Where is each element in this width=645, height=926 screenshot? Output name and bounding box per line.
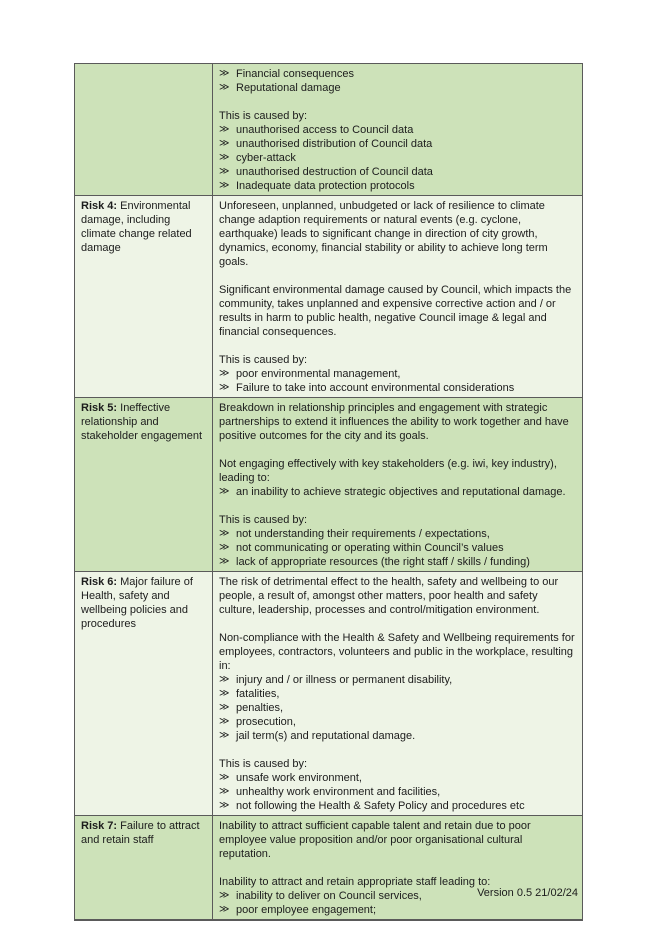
bullet-item: [219, 729, 576, 743]
double-arrow-bullet-icon: ≫: [219, 890, 230, 901]
bullet-item: [219, 687, 576, 701]
risk-name-cell: Risk 4: Environmental damage, including climate change related damage: [75, 196, 213, 397]
double-arrow-bullet-icon: ≫: [219, 542, 230, 553]
description-paragraph: The risk of detrimental effect to the health, safety and wellbeing to our people, a result of, amongst other matters, poor health and safety culture, leadership, processes and control/mitigation environment.: [219, 576, 559, 616]
double-arrow-bullet-icon: ≫: [219, 786, 230, 797]
risk-number-label: Risk 7:: [81, 820, 118, 832]
description-paragraph: This is caused by:: [219, 354, 308, 366]
paragraph-spacer: [219, 443, 576, 457]
risk-name-cell: Risk 5: Ineffective relationship and stakeholder engagement: [75, 398, 213, 571]
risk-name-cell: Risk 6: Major failure of Health, safety and wellbeing policies and procedures: [75, 572, 213, 815]
bullet-text: unhealthy work environment and facilities,: [236, 786, 441, 798]
double-arrow-bullet-icon: ≫: [219, 486, 230, 497]
bullet-item: [219, 67, 576, 81]
paragraph-spacer: [219, 861, 576, 875]
bullet-text: not communicating or operating within Council’s values: [236, 542, 504, 554]
description-paragraph: This is caused by:: [219, 110, 308, 122]
description-paragraph: Breakdown in relationship principles and engagement with strategic partnerships to extend it influences the ability to work together and have positive outcomes for the city and its goals.: [219, 402, 569, 442]
risk-description-cell: [213, 64, 582, 195]
description-paragraph: Inability to attract and retain appropriate staff leading to:: [219, 876, 491, 888]
description-paragraph: Significant environmental damage caused by Council, which impacts the community, takes unplanned and expensive corrective action and / or results in harm to public health, negative Council image & legal and financial consequences.: [219, 284, 572, 338]
risk-name-cell: Risk 7: Failure to attract and retain staff: [75, 816, 213, 919]
double-arrow-bullet-icon: ≫: [219, 904, 230, 915]
description-paragraph: Inability to attract sufficient capable talent and retain due to poor employee value proposition and/or poor organisational cultural reputation.: [219, 820, 531, 860]
bullet-item: [219, 541, 576, 555]
bullet-item: [219, 673, 576, 687]
bullet-item: [219, 179, 576, 193]
bullet-text: an inability to achieve strategic objectives and reputational damage.: [236, 486, 566, 498]
paragraph-spacer: [219, 339, 576, 353]
double-arrow-bullet-icon: ≫: [219, 124, 230, 135]
risk-number-label: Risk 4:: [81, 200, 118, 212]
bullet-text: fatalities,: [236, 688, 280, 700]
double-arrow-bullet-icon: ≫: [219, 152, 230, 163]
double-arrow-bullet-icon: ≫: [219, 772, 230, 783]
bullet-text: unauthorised access to Council data: [236, 124, 414, 136]
bullet-item: [219, 785, 576, 799]
bullet-item: [219, 715, 576, 729]
table-row: [75, 397, 582, 571]
bullet-item: [219, 123, 576, 137]
bullet-text: cyber-attack: [236, 152, 296, 164]
description-paragraph: Non-compliance with the Health & Safety and Wellbeing requirements for employees, contractors, volunteers and public in the workplace, resulting in:: [219, 632, 575, 672]
bullet-item: [219, 485, 576, 499]
risk-description-cell: [213, 398, 582, 571]
double-arrow-bullet-icon: ≫: [219, 368, 230, 379]
table-row: [75, 195, 582, 397]
paragraph-spacer: [219, 95, 576, 109]
bullet-text: Reputational damage: [236, 82, 341, 94]
description-paragraph: Unforeseen, unplanned, unbudgeted or lack of resilience to climate change adaption requirements or natural events (e.g. cyclone, earthquake) leads to significant change in direction of city growth, dynamics, economy, financial stability or ability to achieve long term goals.: [219, 200, 548, 268]
double-arrow-bullet-icon: ≫: [219, 556, 230, 567]
paragraph-spacer: [219, 499, 576, 513]
bullet-text: jail term(s) and reputational damage.: [236, 730, 416, 742]
bullet-item: [219, 367, 576, 381]
bullet-item: [219, 701, 576, 715]
bullet-text: Failure to take into account environmental considerations: [236, 382, 515, 394]
double-arrow-bullet-icon: ≫: [219, 166, 230, 177]
bullet-text: poor employee engagement;: [236, 904, 377, 916]
description-paragraph: Not engaging effectively with key stakeholders (e.g. iwi, key industry), leading to:: [219, 458, 557, 484]
bullet-text: injury and / or illness or permanent disability,: [236, 674, 453, 686]
bullet-text: inability to deliver on Council services,: [236, 890, 422, 902]
bullet-item: [219, 381, 576, 395]
bullet-text: prosecution,: [236, 716, 296, 728]
bullet-text: not following the Health & Safety Policy and procedures etc: [236, 800, 525, 812]
bullet-item: [219, 527, 576, 541]
paragraph-spacer: [219, 743, 576, 757]
bullet-text: Financial consequences: [236, 68, 355, 80]
bullet-item: [219, 81, 576, 95]
risk-number-label: Risk 6:: [81, 576, 118, 588]
table-row: [75, 571, 582, 815]
double-arrow-bullet-icon: ≫: [219, 382, 230, 393]
bullet-text: not understanding their requirements / expectations,: [236, 528, 490, 540]
description-paragraph: This is caused by:: [219, 514, 308, 526]
description-paragraph: This is caused by:: [219, 758, 308, 770]
bullet-text: poor environmental management,: [236, 368, 401, 380]
paragraph-spacer: [219, 617, 576, 631]
double-arrow-bullet-icon: ≫: [219, 674, 230, 685]
bullet-item: [219, 137, 576, 151]
paragraph-spacer: [219, 269, 576, 283]
bullet-text: unsafe work environment,: [236, 772, 362, 784]
bullet-text: penalties,: [236, 702, 284, 714]
risk-name-cell: [75, 64, 213, 195]
double-arrow-bullet-icon: ≫: [219, 180, 230, 191]
double-arrow-bullet-icon: ≫: [219, 800, 230, 811]
table-row: [75, 815, 582, 919]
bullet-text: Inadequate data protection protocols: [236, 180, 415, 192]
bullet-item: [219, 799, 576, 813]
bullet-item: [219, 903, 576, 917]
bullet-text: unauthorised distribution of Council data: [236, 138, 433, 150]
bullet-item: [219, 771, 576, 785]
risk-number-label: Risk 5:: [81, 402, 118, 414]
risk-description-cell: [213, 572, 582, 815]
bullet-text: lack of appropriate resources (the right staff / skills / funding): [236, 556, 530, 568]
double-arrow-bullet-icon: ≫: [219, 716, 230, 727]
table-row: [75, 64, 582, 195]
risk-description-cell: [213, 196, 582, 397]
bullet-item: [219, 151, 576, 165]
risk-table: [74, 63, 583, 921]
bullet-text: unauthorised destruction of Council data: [236, 166, 433, 178]
double-arrow-bullet-icon: ≫: [219, 528, 230, 539]
double-arrow-bullet-icon: ≫: [219, 138, 230, 149]
double-arrow-bullet-icon: ≫: [219, 82, 230, 93]
bullet-item: [219, 165, 576, 179]
double-arrow-bullet-icon: ≫: [219, 702, 230, 713]
risk-description-cell: [213, 816, 582, 919]
double-arrow-bullet-icon: ≫: [219, 68, 230, 79]
double-arrow-bullet-icon: ≫: [219, 730, 230, 741]
double-arrow-bullet-icon: ≫: [219, 688, 230, 699]
footer-version: Version 0.5 21/02/24: [477, 887, 578, 899]
bullet-item: [219, 555, 576, 569]
